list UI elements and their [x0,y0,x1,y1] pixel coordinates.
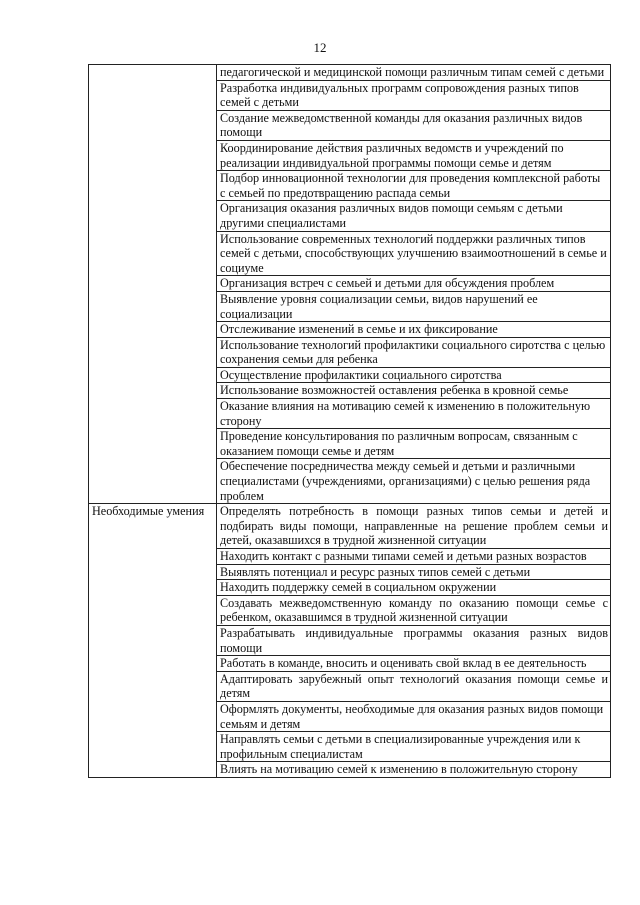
table-cell: Находить поддержку семей в социальном окружении [217,580,611,596]
table-row [89,65,611,81]
table-cell: Создание межведомственной команды для оказания различных видов помощи [217,110,611,140]
table-cell: Работать в команде, вносить и оценивать свой вклад в ее деятельность [217,656,611,672]
table-cell: Оказание влияния на мотивацию семей к изменению в положительную сторону [217,399,611,429]
table-cell: Выявлять потенциал и ресурс разных типов семей с детьми [217,564,611,580]
table-cell: Выявление уровня социализации семьи, видов нарушений ее социализации [217,291,611,321]
table-cell: Определять потребность в помощи разных типов семьи и детей и подбирать виды помощи, направленные на решение проблем семьи и детей, оказавшихся в трудной жизненной ситуации [217,504,611,549]
empty-label-cell [89,65,217,504]
table-cell: Направлять семьи с детьми в специализированные учреждения или к профильным специалистам [217,732,611,762]
table-cell: Использование технологий профилактики социального сиротства с целью сохранения семьи для ребенка [217,337,611,367]
table-cell: Подбор инновационной технологии для проведения комплексной работы с семьей по предотвращению распада семьи [217,171,611,201]
table-row [89,504,611,549]
table-cell: Координирование действия различных ведомств и учреждений по реализации индивидуальной программы помощи семье и детям [217,140,611,170]
page-number: 12 [313,40,327,55]
table-cell: Проведение консультирования по различным вопросам, связанным с оказанием помощи семье и детям [217,429,611,459]
table-cell: Находить контакт с разными типами семей и детьми разных возрастов [217,549,611,565]
table-cell: педагогической и медицинской помощи различным типам семей с детьми [217,65,611,81]
table-cell: Использование возможностей оставления ребенка в кровной семье [217,383,611,399]
table-cell: Организация оказания различных видов помощи семьям с детьми другими специалистами [217,201,611,231]
table-cell: Разрабатывать индивидуальные программы оказания разных видов помощи [217,625,611,655]
section-label-skills: Необходимые умения [89,504,217,778]
table-cell: Осуществление профилактики социального сиротства [217,367,611,383]
table-cell: Адаптировать зарубежный опыт технологий оказания помощи семье и детям [217,671,611,701]
table-cell: Организация встреч с семьей и детьми для обсуждения проблем [217,276,611,292]
table-cell: Разработка индивидуальных программ сопровождения разных типов семей с детьми [217,80,611,110]
competency-table [88,64,611,778]
table-cell: Отслеживание изменений в семье и их фиксирование [217,322,611,338]
table-cell: Обеспечение посредничества между семьей и детьми и различными специалистами (учреждениями, организациями) с целью решения ряда проблем [217,459,611,504]
table-cell: Оформлять документы, необходимые для оказания разных видов помощи семьям и детям [217,701,611,731]
table-cell: Создавать межведомственную команду по оказанию помощи семье с ребенком, оказавшимся в трудной жизненной ситуации [217,595,611,625]
table-cell: Использование современных технологий поддержки различных типов семей с детьми, способствующих улучшению взаимоотношений в семье и социуме [217,231,611,276]
table-cell: Влиять на мотивацию семей к изменению в положительную сторону [217,762,611,778]
